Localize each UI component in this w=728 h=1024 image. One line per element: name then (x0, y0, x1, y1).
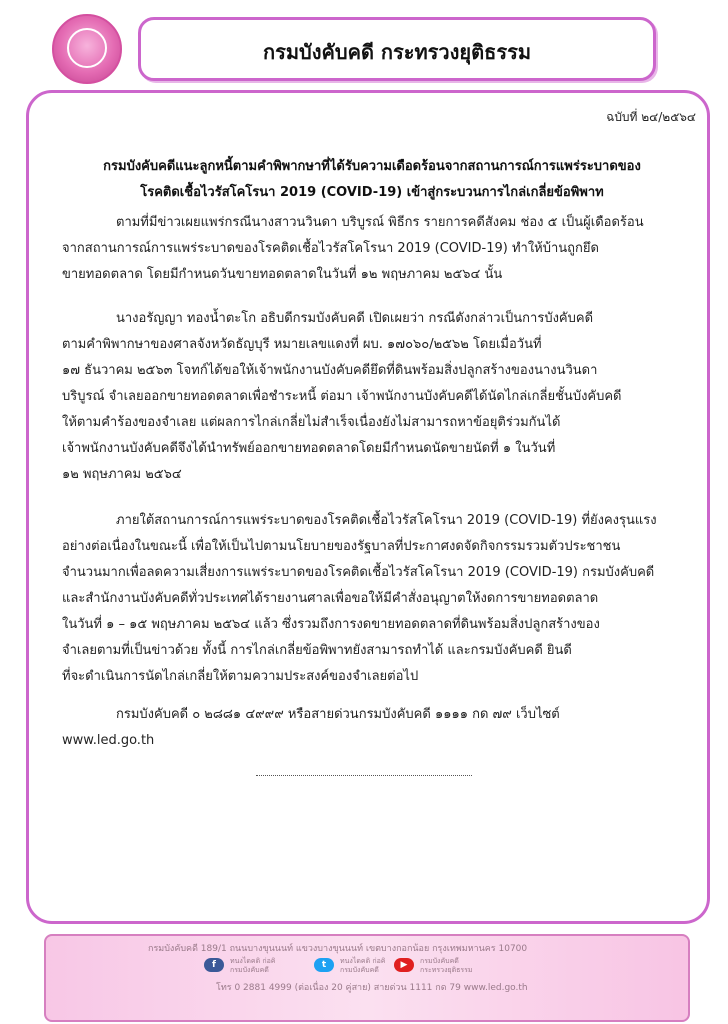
facebook-label[interactable]: ทนงไดคดิ ก่อคิ กรมบังคับคดี (230, 957, 276, 974)
twitter-icon[interactable]: t (314, 958, 334, 972)
youtube-icon[interactable]: ▶ (394, 958, 414, 972)
paragraph-line: ที่จะดำเนินการนัดไกล่เกลี่ยให้ตามความประสงค์ของจำเลยต่อไป (62, 669, 419, 684)
paragraph-line: อย่างต่อเนื่องในขณะนี้ เพื่อให้เป็นไปตามนโยบายของรัฐบาลที่ประกาศงดจัดกิจกรรมรวมตัวประชาชน (62, 539, 621, 554)
page-title: กรมบังคับคดี กระทรวงยุติธรรม (263, 40, 531, 64)
paragraph-line: ตามที่มีข่าวเผยแพร่กรณีนางสาวนวินดา บริบูรณ์ พิธีกร รายการคดีสังคม ช่อง ๕ เป็นผู้เดือดร้อน (116, 215, 644, 230)
paragraph-line: ขายทอดตลาด โดยมีกำหนดวันขายทอดตลาดในวันที่ ๑๒ พฤษภาคม ๒๕๖๔ นั้น (62, 267, 503, 282)
paragraph-line: ตามคำพิพากษาของศาลจังหวัดธัญบุรี หมายเลขแดงที่ ผบ. ๑๗๐๖๐/๒๕๖๒ โดยเมื่อวันที่ (62, 337, 542, 352)
headline-line: โรคติดเชื้อไวรัสโคโรนา 2019 (COVID-19) เข้าสู่กระบวนการไกล่เกลี่ยข้อพิพาท (140, 185, 604, 200)
facebook-icon[interactable]: f (204, 958, 224, 972)
department-seal-logo (52, 14, 122, 84)
paragraph-line: จากสถานการณ์การแพร่ระบาดของโรคติดเชื้อไวรัสโคโรนา 2019 (COVID-19) ทำให้บ้านถูกยึด (62, 241, 599, 256)
website-link[interactable]: www.led.go.th (62, 733, 155, 748)
footer-address: กรมบังคับคดี 189/1 ถนนบางขุนนนท์ แขวงบางขุนนนท์ เขตบางกอกน้อย กรุงเทพมหานคร 10700 (148, 944, 528, 954)
paragraph-line: และสำนักงานบังคับคดีทั่วประเทศได้รายงานศาลเพื่อขอให้มีคำสั่งอนุญาตให้งดการขายทอดตลาด (62, 591, 599, 606)
issue-number: ฉบับที่ ๒๔/๒๕๖๔ (606, 110, 696, 124)
paragraph-line: ภายใต้สถานการณ์การแพร่ระบาดของโรคติดเชื้อไวรัสโคโรนา 2019 (COVID-19) ที่ยังคงรุนแรง (116, 513, 657, 528)
footer-banner (44, 934, 690, 1022)
paragraph-line: ในวันที่ ๑ – ๑๕ พฤษภาคม ๒๕๖๔ แล้ว ซึ่งรวมถึงการงดขายทอดตลาดที่ดินพร้อมสิ่งปลูกสร้างของ (62, 617, 600, 632)
paragraph-line: ๑๒ พฤษภาคม ๒๕๖๔ (62, 467, 182, 482)
headline-line: กรมบังคับคดีแนะลูกหนี้ตามคำพิพากษาที่ได้รับความเดือดร้อนจากสถานการณ์การแพร่ระบาดของ (103, 159, 641, 174)
paragraph-line: ให้ตามคำร้องของจำเลย แต่ผลการไกล่เกลี่ยไม่สำเร็จเนื่องยังไม่สามารถหาข้อยุติร่วมกันได้ (62, 415, 561, 430)
paragraph-line: นางอรัญญา ทองน้ำตะโก อธิบดีกรมบังคับคดี เปิดเผยว่า กรณีดังกล่าวเป็นการบังคับคดี (116, 311, 594, 326)
paragraph-line: จำนวนมากเพื่อลดความเสี่ยงการแพร่ระบาดของโรคติดเชื้อไวรัสโคโรนา 2019 (COVID-19) กรมบังคับคดี (62, 565, 655, 580)
twitter-label[interactable]: ทนงไดคดิ ก่อคิ กรมบังคับคดี (340, 957, 386, 974)
paragraph-line: ๑๗ ธันวาคม ๒๕๖๓ โจทก์ได้ขอให้เจ้าพนักงานบังคับคดียึดที่ดินพร้อมสิ่งปลูกสร้างของนางนวินดา (62, 363, 598, 378)
paragraph-line: จำเลยตามที่เป็นข่าวด้วย ทั้งนี้ การไกล่เกลี่ยข้อพิพาทยังสามารถทำได้ และกรมบังคับคดี ยินดี (62, 643, 572, 658)
header-banner (138, 17, 656, 81)
youtube-label[interactable]: กรมบังคับคดี กระทรวงยุติธรรม (420, 957, 473, 974)
contact-line: กรมบังคับคดี ๐ ๒๘๘๑ ๔๙๙๙ หรือสายด่วนกรมบังคับคดี ๑๑๑๑ กด ๗๙ เว็บไซต์ (116, 707, 560, 722)
paragraph-line: บริบูรณ์ จำเลยออกขายทอดตลาดเพื่อชำระหนี้ ต่อมา เจ้าพนักงานบังคับคดีได้นัดไกล่เกลี่ยชั้นบังคับคดี (62, 389, 622, 404)
paragraph-line: เจ้าพนักงานบังคับคดีจึงได้นำทรัพย์ออกขายทอดตลาดโดยมีกำหนดนัดขายนัดที่ ๑ ในวันที่ (62, 441, 556, 456)
dotted-separator (256, 775, 472, 776)
footer-contact: โทร 0 2881 4999 (ต่อเนื่อง 20 คู่สาย) สายด่วน 1111 กด 79 www.led.go.th (216, 983, 528, 993)
